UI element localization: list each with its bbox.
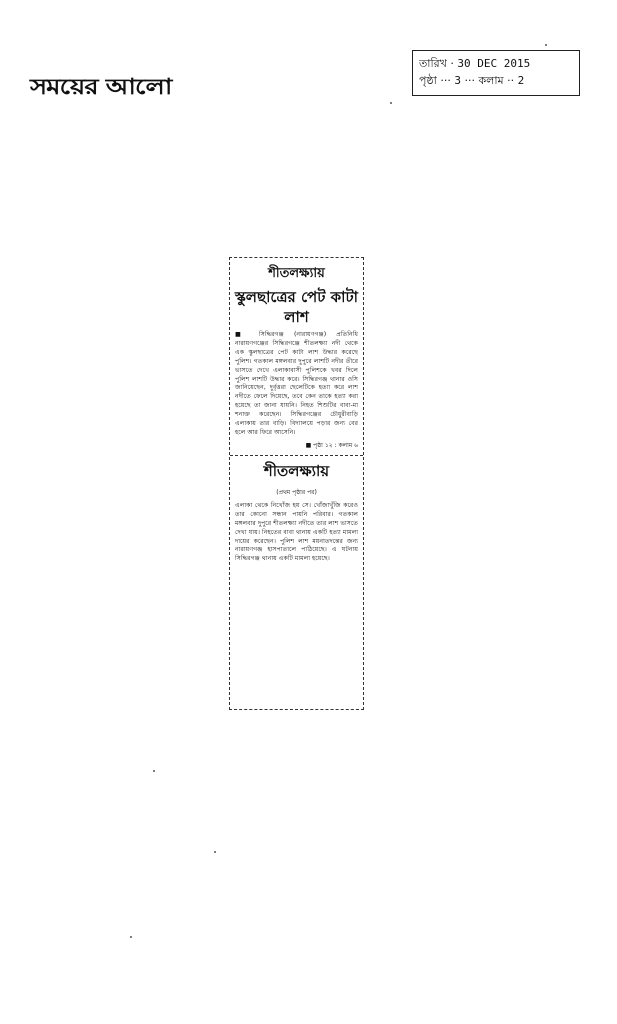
stamp-date-value: 30 DEC 2015 (457, 57, 531, 70)
article-continued: ■ পৃষ্ঠা ১২ : কলাম ৬ (305, 441, 358, 449)
stamp-column-label: কলাম (478, 74, 504, 87)
scan-speck (153, 770, 155, 772)
stamp-date-label: তারিখ (419, 57, 447, 70)
article-kicker: শীতলক্ষ্যায় (235, 264, 358, 285)
newspaper-masthead: সময়ের আলো (30, 74, 172, 100)
scan-speck (545, 44, 547, 46)
jump-kicker: শীতলক্ষ্যায় (263, 461, 330, 480)
clip-divider (230, 455, 363, 456)
clipping-stamp (412, 50, 580, 96)
scan-speck (130, 936, 132, 938)
scan-speck (390, 102, 392, 104)
stamp-date-row: তারিখ · 30 DEC 2015 (419, 57, 531, 70)
stamp-column-value: 2 (517, 74, 525, 87)
scan-speck (214, 851, 216, 853)
stamp-page-label: পৃষ্ঠা (419, 74, 437, 87)
news-clipping (229, 257, 364, 710)
jump-from-line: (প্রথম পৃষ্ঠার পর) (276, 488, 317, 496)
article-body: ■ সিদ্ধিরগঞ্জ (নারায়ণগঞ্জ) প্রতিনিধি নারায়ণগঞ্জের সিদ্ধিরগঞ্জে শীতলক্ষ্যা নদী থেকে এক স্কুলছাত্রের পেট কাটা লাশ উদ্ধার করেছে পুলিশ। গতকাল মঙ্গলবার দুপুরে লাশটি নদীর তীরে ভাসতে দেখে এলাকাবাসী পুলিশকে খবর দিলে পুলিশ লাশটি উদ্ধার করে। সিদ্ধিরগঞ্জ থানার ওসি জানিয়েছেন, দুর্বৃত্তরা ছেলেটিকে হত্যা করে লাশ নদীতে ফেলে দিয়েছে, তবে কেন তাকে হত্যা করা হয়েছে তা জানা যায়নি। নিহত শিশুটির বাবা-মা শনাক্ত করেছেন। সিদ্ধিরগঞ্জের চৌধুরীবাড়ি এলাকায় তার বাড়ি। বিদ্যালয়ে পড়ার জন্য বের হলে আর ফিরে আসেনি। (235, 331, 358, 436)
article-headline: স্কুলছাত্রের পেট কাটা লাশ (235, 288, 358, 326)
stamp-page-value: 3 (454, 74, 461, 87)
jump-body: এলাকা থেকে নিখোঁজ হয় সে। খোঁজাখুঁজি করেও তার কোনো সন্ধান পায়নি পরিবার। গতকাল মঙ্গলবার দুপুরে শীতলক্ষ্যা নদীতে তার লাশ ভাসতে দেখা যায়। নিহতের বাবা থানায় একটি হত্যা মামলা দায়ের করেছেন। পুলিশ লাশ ময়নাতদন্তের জন্য নারায়ণগঞ্জ হাসপাতালে পাঠিয়েছে। এ ঘটনায় সিদ্ধিরগঞ্জ থানায় একটি মামলা হয়েছে। (235, 501, 358, 563)
stamp-page-row: পৃষ্ঠা ··· 3 ··· কলাম ·· 2 (419, 74, 525, 87)
